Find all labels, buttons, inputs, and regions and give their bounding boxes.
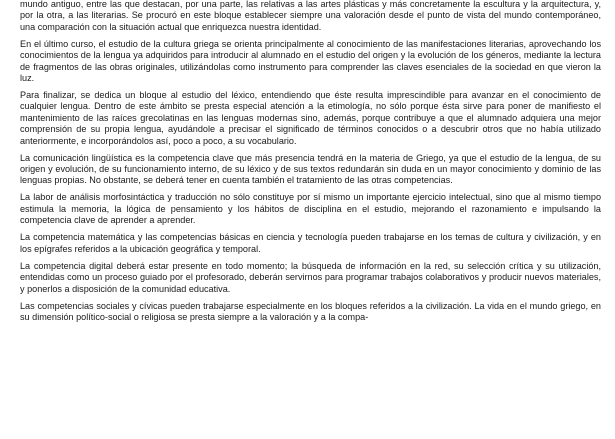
paragraph-continuation: mundo antiguo, entre las que destacan, por una parte, las relativas a las artes plásticas y más concretamente la escultura y la arquitectura, y, por la otra, a las literarias. Se procuró en este bloque establecer siempre una valoración desde el punto de vista del mundo contemporáneo, una comparación con la situación actual que enriquezca nuestra identidad. (20, 0, 601, 32)
paragraph-competencia-matematica: La competencia matemática y las competencias básicas en ciencia y tecnología pueden trabajarse en los temas de cultura y civilización, y en los epígrafes referidos a la ubicación geográfica y temporal. (20, 232, 601, 254)
paragraph-comunicacion-linguistica: La comunicación lingüística es la competencia clave que más presencia tendrá en la materia de Griego, ya que el estudio de la lengua, de su origen y evolución, de su funcionamiento interno, de su léxico y de sus textos redundarán sin duda en un mayor conocimiento y dominio de las lenguas propias. No obstante, se deberá tener en cuenta también el tratamiento de las otras competencias. (20, 152, 601, 186)
paragraph-lexico: Para finalizar, se dedica un bloque al estudio del léxico, entendiendo que éste resulta imprescindible para avanzar en el conocimiento de cualquier lengua. Dentro de este ámbito se presta especial atención a la etimología, no sólo porque ésta sirve para poner de manifiesto el mantenimiento de las raíces grecolatinas en las lenguas modernas sino, además, porque contribuye a que el alumnado adquiera una mejor comprensión de su propia lengua, ayudándole a precisar el significado de términos conocidos o a descubrir otros que no había utilizado anteriormente, e incorporándolos así, poco a poco, a su vocabulario. (20, 90, 601, 146)
paragraph-analisis-morfosintactico: La labor de análisis morfosintáctica y traducción no sólo constituye por sí mismo un importante ejercicio intelectual, sino que al mismo tiempo estimula la memoria, la lógica de pensamiento y los hábitos de disciplina en el estudio, mejorando el razonamiento e impulsando la competencia clave de aprender a aprender. (20, 192, 601, 226)
paragraph-competencias-sociales: Las competencias sociales y cívicas pueden trabajarse especialmente en los bloques referidos a la civilización. La vida en el mundo griego, en su dimensión político-social o religiosa se presta siempre a la valoración y a la compa- (20, 300, 601, 322)
paragraph-literatura: En el último curso, el estudio de la cultura griega se orienta principalmente al conocimiento de las manifestaciones literarias, aprovechando los conocimientos de la lengua ya adquiridos para introducir al alumnado en el estudio del origen y la evolución de los géneros, mediante la lectura de fragmentos de las obras originales, utilizándolas como instrumento para comprender las claves esenciales de la sociedad en que vieron la luz. (20, 38, 601, 84)
paragraph-competencia-digital: La competencia digital deberá estar presente en todo momento; la búsqueda de información en la red, su selección crítica y su utilización, entendidas como un proceso guiado por el profesorado, deberán servirnos para programar trabajos colaborativos y producir nuevos materiales, y ponerlos a disposición de la comunidad educativa. (20, 260, 601, 294)
